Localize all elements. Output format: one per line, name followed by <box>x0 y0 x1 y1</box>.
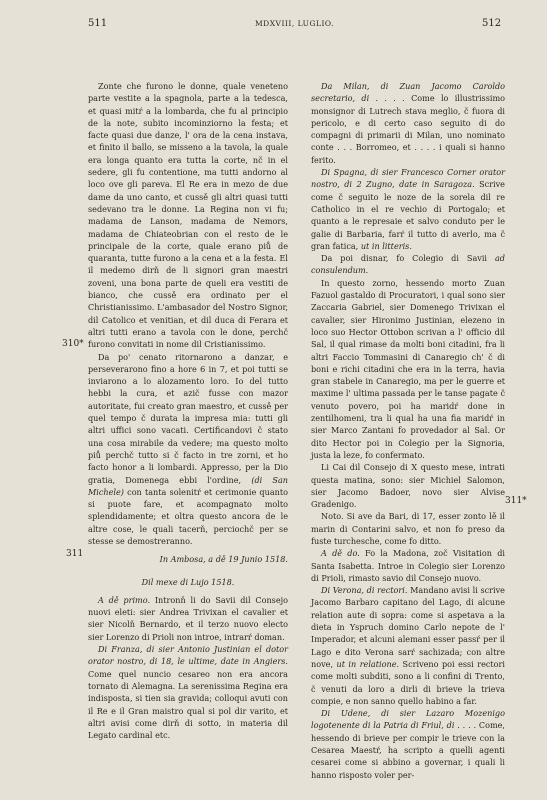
italic-run: Di Verona, di rectori. <box>321 585 408 596</box>
column-number-311-star: 311* <box>505 496 527 506</box>
letter-date: In Ambosa, a dě 19 Junio 1518. <box>159 554 288 565</box>
paragraph: Zonte che furono le donne, quale veneteno parte vestite a la spagnola, parte a la tedesca, et quasi mitŕ a la lombarda, che fu al principio de la note, subito incominziorno la festa; et facte quasi due danze, l' ora de la cena instava, et finito il ballo, se misseno a la tavola, la quale era longa quanto era tutta la corte, nč in el sedere, gli fu contentione, ma tutti andorno al loco ove gli pareva. El Re era in mezo de due dame da uno canto, et cussě gli altri quasi tutti sedevano tra le donne. La Regina non vi fu; madama de Lanson, madama de Nemors, madama de Chiateobrian con el resto de le principale de la corte, quale erano piů de quaranta, tutte furono a la cena et a la festa. El il medemo dirň de li signori gran maestri zoveni, una bona parte de queli era vestiti de bianco, che cussě era ordinato per el Christianissimo. L'ambasador del Nostro Signor, dil Catolico et venitian, et dil duca di Ferara et altri tutti erano a tavola con le done, perchč furono convitati in nome dil Cristianissimo. <box>88 81 288 350</box>
paragraph <box>311 166 505 252</box>
text-run: Scriveno poi essi rectori come molti subditi, sono a li confini di Trento, č venuti da loro a dirli di brieve la trieva compie, e non sanno quello habino a far. <box>311 658 506 706</box>
paragraph <box>88 594 288 643</box>
paragraph <box>311 547 505 584</box>
italic-run: A dě primo. <box>98 594 151 605</box>
text-run: Fo la Madona, zoč Visitation di Santa Isabetta. Introe in Colegio sier Lorenzo di Prioli, rimasto savio dil Consejo nuovo. <box>311 548 505 583</box>
paragraph <box>88 351 288 548</box>
text-run: Intronň li do Savii dil Consejo nuovi eleti: sier Andrea Trivixan el cavalier et sier Nicolň Bernardo, et il terzo nuovo electo sier Lorenzo di Prioli non introe, intrarŕ doman. <box>88 594 288 642</box>
paragraph: Noto. Si ave da Bari, di 17, esser zonto lě il marin di Contarini salvo, et non fo preso da fuste turchesche, come fo ditto. <box>311 511 505 546</box>
italic-run: Di Udene, di sier Lazaro Mozenigo logotenente di la Patria di Friul, di . . . . <box>311 708 505 731</box>
italic-run: Da Milan, di Zuan Jacomo Caroldo secretario, di . . . . <box>311 81 505 104</box>
text-run: Mandano avisi li scrive Jacomo Barbaro capitano del Lago, di alcune relation aute di sopra: come si aspetava a la dieta in Yspruch domino Carlo nepote de l' Imperador, et alcuni alemani esser passŕ per il Lago e dito Verona sarŕ sachizada; con altre nove, <box>311 585 505 669</box>
running-title: MDXVIII, LUGLIO. <box>255 19 335 28</box>
italic-run: ad consulendum. <box>311 253 505 276</box>
column-number-311: 311 <box>66 549 84 559</box>
text-run: Scrive come č seguito le noze de la sorela dil re Catholico in el re vechio di Portogalo; et quanto a le represaie et salvo conduto per le galie di Barbaria, farŕ il tutto di averlo, ma č gran fatica, <box>311 179 505 251</box>
column-number-310: 310* <box>62 339 84 349</box>
paragraph <box>311 584 505 707</box>
italic-run: ut in relatione. <box>336 658 400 669</box>
italic-run: ut in litteris. <box>360 240 412 251</box>
text-run: Come, hessendo di brieve per compir le trieve con la Cesarea Maestŕ, ha scripto a quelli agenti cesarei come si abbino a governar, i quali li hanno risposto voler per- <box>311 720 506 780</box>
text-run: Da poi disnar, fo Colegio di Savii <box>321 253 488 264</box>
text-run: Da po' cenato ritornarono a danzar, e perseverarono fino a hore 6 in 7, et poi tutti se inviarono a lo alozamento loro. Io del tutto hebbi la cura, et azič fusse con mazor autoritate, fui creato gran maestro, et cussě per quel tempo č durata la impresa mia: tutti gli altri uffici sono vacati. Certificandovi č stato una cosa mirabile da vedere; ma questo molto piů perchč tutto si č facto in tre zorni, et ho facto honor a li lombardi. Appresso, per la Dio gratia, Domenega ebbi l'ordine, <box>88 351 288 485</box>
section-heading: Dil mexe di Lujo 1518. <box>141 576 235 587</box>
left-page-number: 511 <box>88 18 108 29</box>
paragraph <box>88 643 288 741</box>
text-run: Come lo illustrissimo monsignor di Lutrech stava meglio, č fuora di pericolo, e di certo caso seguito di do compagni di primarii di Milan, uno nominato conte . . . Borromeo, et . . . . i quali si hanno ferito. <box>311 93 506 165</box>
paragraph: In questo zorno, hessendo morto Zuan Fazuol gastaldo di Procuratori, i qual sono sier Zaccaria Gabriel, sier Domenego Trivixan el cavalier, sier Hironimo Justinian, elezeno in loco suo Hector Ottobon scrivan a l' officio dil Sal, il qual rimase da molti boni citadini, fra li altri Faccio Tommasini di Canaregio ch' č di boni e richi citadini che era in la terra, havia gran stabele in Canaregio, ma per le guerre et maxime l' ultima passada per le tanse pagate č venuto povero, poi ha maridŕ done in zentilhomeni, tra li qual ha una fia maridŕ in sier Marco Zantani fo provedador al Sal. Or dito Hector poi in Colegio per la Signoria, justa la leze, fo confermato. <box>311 277 505 460</box>
italic-run: Di Spagna, di sier Francesco Corner orator nostro, di 2 Zugno, date in Saragoza. <box>311 167 505 190</box>
left-column <box>88 80 288 741</box>
paragraph <box>311 252 505 277</box>
paragraph <box>311 80 505 166</box>
italic-run: A dě do. <box>321 548 360 559</box>
text-run: Come quel nuncio cesareo non era ancora tornato di Alemagna. La serenissima Regina era indisposta, si tien sia gravida; colloqui avuti con il Re e il Gran maistro qual si pol dir varito, et altri avisi come dirň di sotto, in materia dil Legato cardinal etc. <box>88 668 288 741</box>
italic-run: (di San Michele) <box>88 474 288 497</box>
italic-run: Di Franza, di sier Antonio Justinian el dotor orator nostro, di 18, le ultime, date in Angiers. <box>88 644 288 667</box>
paragraph <box>311 707 505 781</box>
text-run: con tanta solenitŕ et cerimonie quanto si puote fare, et acompagnato molto splendidamente; et oltra questo ancora de le altre cose, le quali tacerň, perciochč per se stesse se demostreranno. <box>88 486 288 546</box>
running-header <box>0 18 547 32</box>
right-page-number: 512 <box>482 18 502 29</box>
right-column <box>311 80 505 781</box>
paragraph: Li Cai dil Consejo di X questo mese, intrati questa matina, sono: sier Michiel Salomon, sier Jacomo Badoer, novo sier Alvise Gradenigo. <box>311 462 505 510</box>
